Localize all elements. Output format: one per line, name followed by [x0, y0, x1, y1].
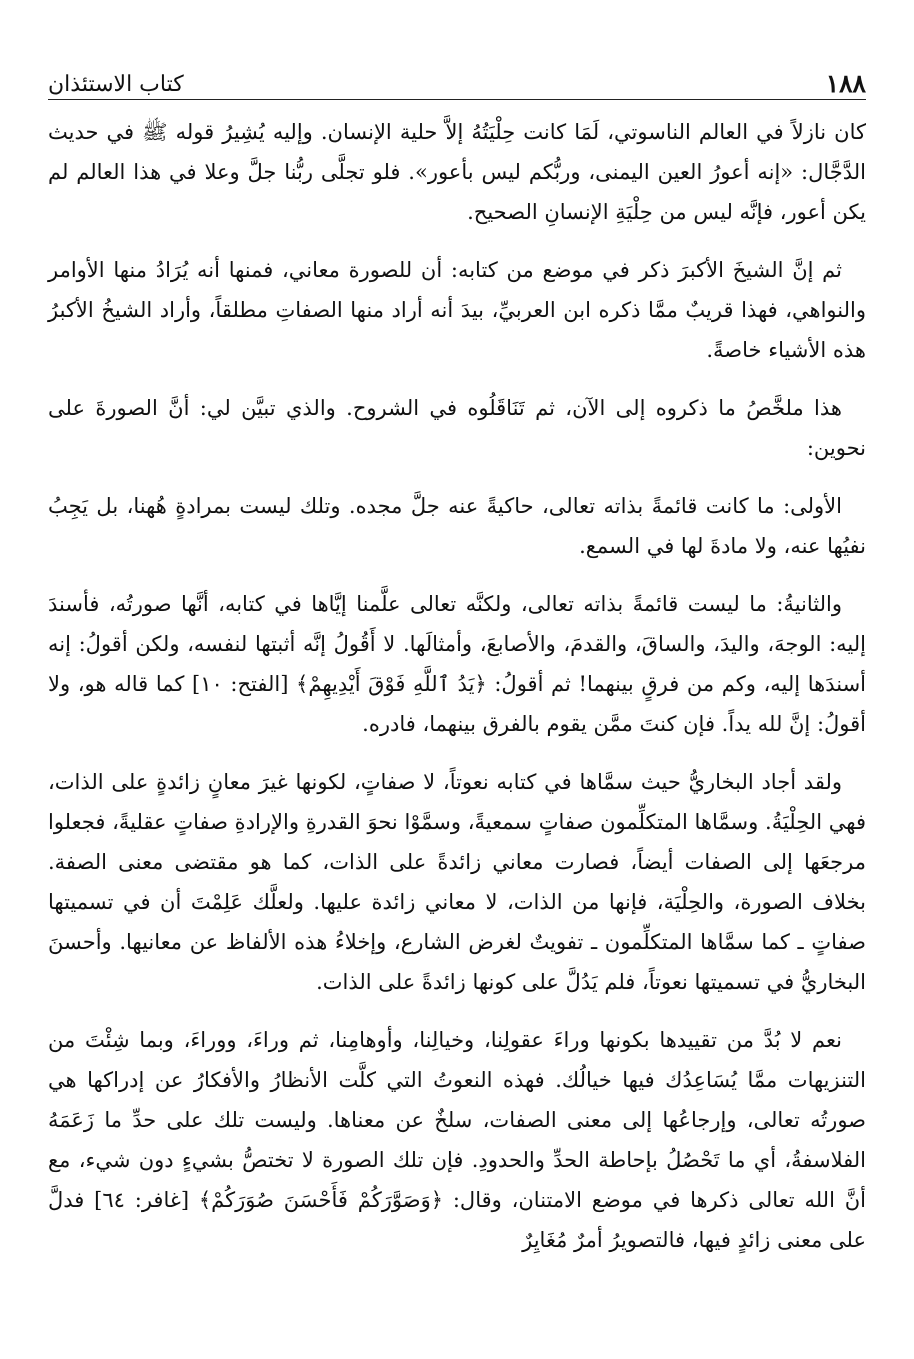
- header-rule: [48, 99, 866, 100]
- paragraph-2: ثم إنَّ الشيخَ الأكبرَ ذكر في موضع من كتابه: أن للصورة معاني، فمنها أنه يُرَادُ منها الأوامر والنواهي، فهذا قريبٌ ممَّا ذكره ابن العربيِّ، بيدَ أنه أراد منها الصفاتِ مطلقاً، وأراد الشيخُ الأكبرُ هذه الأشياء خاصةً.: [48, 258, 866, 362]
- page-header: [48, 56, 866, 96]
- paragraph-7: نعم لا بُدَّ من تقييدها بكونها وراءَ عقولِنا، وخيالِنا، وأوهامِنا، ثم وراءَ، ووراءَ، وبما شِئْتَ من التنزيهات ممَّا يُسَاعِدُك فيها خيالُك. فهذه النعوتُ التي كلَّت الأنظارُ والأفكارُ عن إدراكها هي صورتُه تعالى، وإرجاعُها إلى معنى الصفات، سلخٌ عن معناها. وليست تلك على حدِّ ما زَعَمَهُ الفلاسفةُ، أي ما تَحْصُلُ بإحاطة الحدِّ والحدودِ. فإن تلك الصورة لا تختصُّ بشيءٍ دون شيء، مع أنَّ الله تعالى ذكرها في موضع الامتنان، وقال: ﴿وَصَوَّرَكُمْ فَأَحْسَنَ صُوَرَكُمْ﴾ [غافر: ٦٤] فدلَّ على معنى زائدٍ فيها، فالتصويرُ أمرٌ مُغَايِرٌ: [48, 1028, 866, 1252]
- paragraph-5: والثانيةُ: ما ليست قائمةً بذاته تعالى، ولكنَّه تعالى علَّمنا إيَّاها في كتابه، أنَّها صورتُه، فأسندَ إليه: الوجهَ، واليدَ، والساقَ، والقدمَ، والأصابعَ، وأمثالَها. لا أَقُولُ إنَّه أثبتها لنفسه، ولكن أقولُ: إنه أسندَها إليه، وكم من فرقٍ بينهما! ثم أقولُ: ﴿يَدُ ٱللَّهِ فَوْقَ أَيْدِيهِمْ﴾ [الفتح: ١٠] كما قاله هو، ولا أقولُ: إنَّ لله يداً. فإن كنتَ ممَّن يقوم بالفرق بينهما، فادره.: [48, 592, 866, 736]
- paragraph-3: هذا ملخَّصُ ما ذكروه إلى الآن، ثم تَنَاقَلُوه في الشروح. والذي تبيَّن لي: أنَّ الصورةَ على نحوين:: [48, 396, 866, 460]
- paragraph-1: كان نازلاً في العالم الناسوتي، لَمَا كانت حِلْيَتُهُ إلاَّ حلية الإنسان. وإليه يُشِيرُ قوله ﷺ في حديث الدَّجَّال: «إنه أعورُ العين اليمنى، وربُّكم ليس بأعور». فلو تجلَّى ربُّنا جلَّ وعلا في هذا العالم لم يكن أعور، فإنَّه ليس من حِلْيَةِ الإنسانِ الصحيح.: [48, 120, 866, 224]
- paragraph-4: الأولى: ما كانت قائمةً بذاته تعالى، حاكيةً عنه جلَّ مجده. وتلك ليست بمرادةٍ هُهنا، بل يَجِبُ نفيُها عنه، ولا مادةَ لها في السمع.: [48, 494, 866, 558]
- running-head: كتاب الاستئذان: [48, 72, 184, 97]
- main-text: [48, 112, 866, 1278]
- paragraph-6: ولقد أجاد البخاريُّ حيث سمَّاها في كتابه نعوتاً، لا صفاتٍ، لكونها غيرَ معانٍ زائدةٍ على الذات، فهي الحِلْيَةُ. وسمَّاها المتكلِّمون صفاتٍ سمعيةً، وسمَّوْا نحوَ القدرةِ والإرادةِ صفاتٍ عقليةً، فجعلوا مرجعَها إلى الصفات أيضاً، فصارت معاني زائدةً على الذات، كما هو مقتضى معنى الصفة. بخلاف الصورة، والحِلْيَة، فإنها من الذات، لا معاني زائدة عليها. ولعلَّك عَلِمْتَ أن في تسميتها صفاتٍ ـ كما سمَّاها المتكلِّمون ـ تفويتٌ لغرض الشارع، وإخلاءُ هذه الألفاظ عن معانيها. وأحسنَ البخاريُّ في تسميتها نعوتاً، فلم يَدُلَّ على كونها زائدةً على الذات.: [48, 770, 866, 994]
- page-number: ١٨٨: [825, 69, 866, 98]
